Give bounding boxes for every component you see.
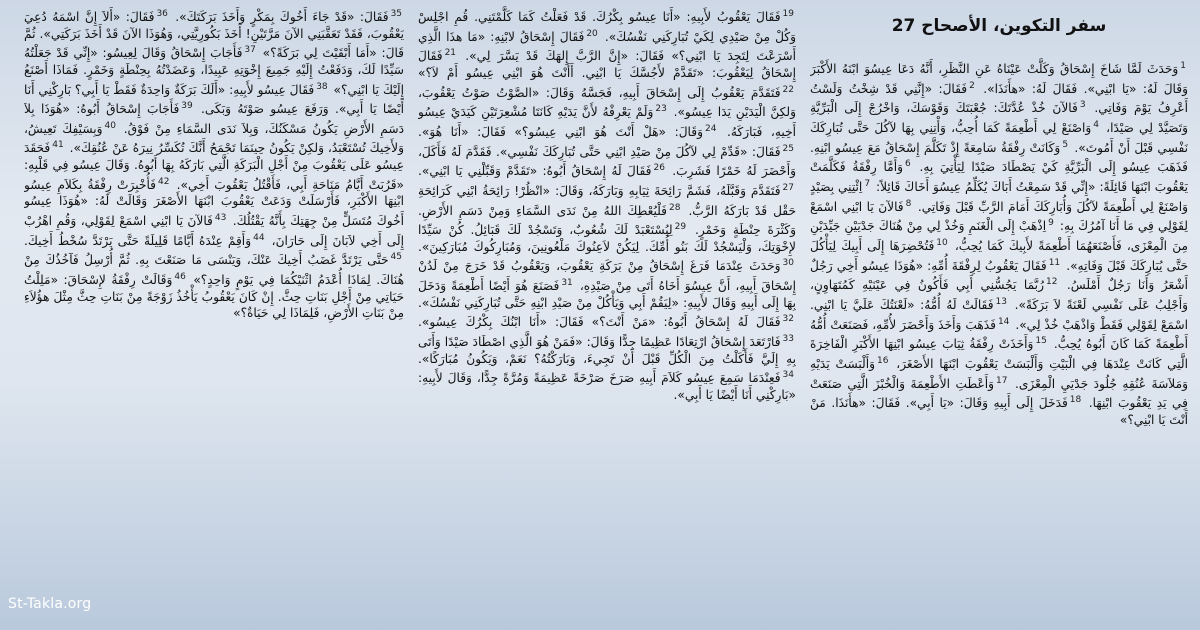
text-column-left <box>24 6 404 622</box>
verse-text: وَقَالَ: «هَلْ أَنْتَ هُوَ ابْنِي عِيسُو؟» فَقَالَ: «أَنَا هُوَ». <box>418 124 703 139</box>
verse-number: 33 <box>782 333 794 344</box>
verse-text: رُبَّمَا يَجُسُّنِي أَبِي فَأَكُونُ فِي عَيْنَيْهِ كَمُتَهَاوِنٍ، وَأَجْلِبُ عَلَى نَفْسِي لَعْنَةً لاَ بَرَكَةً». <box>810 278 1188 312</box>
verse-text: فَقَالَتْ لَهُ أُمُّهُ: «لَعْنَتُكَ عَلَيَّ يَا ابْنِي. اسْمَعْ لِقَوْلِي فَقَطْ وَاذْهَبْ خُذْ لِي». <box>810 297 1188 332</box>
verse-number: 23 <box>655 104 667 115</box>
verse-text: فَتَقَدَّمَ وَقَبَّلَهُ، فَشَمَّ رَائِحَةَ ثِيَابِهِ وَبَارَكَهُ، وَقَالَ: «انْظُرْ! رَائِحَةُ ابْنِي كَرَائِحَةِ حَقْل قَدْ بَارَكَهُ الرَّبُّ. <box>418 183 796 218</box>
verse-text: لِيُسْتَعْبَدْ لَكَ شُعُوبٌ، وَتَسْجُدْ لَكَ قَبَائِلُ. كُنْ سَيِّدًا لإِخْوَتِكَ، وَلْيَسْجُدْ لَكَ بَنُو أُمِّكَ. لِيَكُنْ لاَعِنُوكَ مَلْعُونِينَ، وَمُبَارِكُوكَ مُبَارَكِينَ». <box>418 223 796 254</box>
text-column-right <box>810 6 1188 622</box>
verse-text: فَلْيُعْطِكَ اللهُ مِنْ نَدَى السَّمَاءِ وَمِنْ دَسَمِ الأَرْضِ. وَكَثْرَةَ حِنْطَةٍ وَخَمْرٍ. <box>418 203 796 238</box>
verse-number: 45 <box>390 252 402 263</box>
verse-number: 37 <box>244 45 256 56</box>
verse-number: 12 <box>1045 277 1058 288</box>
verse-number: 11 <box>1048 257 1061 268</box>
text-column-middle <box>418 6 796 622</box>
verse-number: 31 <box>561 278 573 289</box>
verse-text: فَأُخْبِرَتْ رِفْقَةُ بِكَلاَمِ عِيسُو ابْنِهَا الأَكْبَرِ، فَأَرْسَلَتْ وَدَعَتْ يَعْقُوبَ ابْنَهَا الأَصْغَرَ وَقَالَتْ لَهُ: «هُوَذَا عِيسُو أَخُوكَ مُتَسَلٍّ مِنْ جِهَتِكَ بِأَنَّهُ يَقْتُلُكَ. <box>24 177 404 229</box>
verse-text: فَقَالَ: «قَدْ جَاءَ أَخُوكَ بِمَكْرٍ وَأَخَذَ بَرَكَتَكَ». <box>169 10 389 25</box>
verse-number: 20 <box>586 28 598 39</box>
verse-number: 42 <box>158 176 170 187</box>
verse-text: حَتَّى يَرْتَدَّ غَضَبُ أَخِيكَ عَنْكَ، وَيَنْسَى مَا صَنَعْتَ بِهِ. ثُمَّ أُرْسِلُ فَآخُذُكَ مِنْ هُنَاكَ. لِمَاذَا أُعْدَمُ اثْنَيْكُمَا فِي يَوْمٍ وَاحِدٍ؟» <box>24 253 404 287</box>
verse-text: فَارْتَعَدَ إِسْحَاقُ ارْتِعَادًا عَظِيمًا جِدًّا وَقَالَ: «فَمَنْ هُوَ الَّذِي اصْطَادَ صَيْدًا وَأَتَى بِهِ إِلَيَّ فَأَكَلْتُ مِنَ الْكُلِّ قَبْلَ أَنْ تَجِيءَ، وَبَارَكْتُهُ؟ نَعَمْ، وَيَكُونُ مُبَارَكًا». <box>418 335 796 366</box>
verse-number: 17 <box>996 375 1008 386</box>
verse-number: 10 <box>936 237 948 248</box>
verse-text: وَأَخَذَتْ رِفْقَةُ ثِيَابَ عِيسُو ابْنِهَا الأَكْبَرِ الْفَاخِرَةَ الَّتِي كَانَتْ عِنْدَهَا فِي الْبَيْتِ وَأَلْبَسَتْ يَعْقُوبَ ابْنَهَا الأَصْغَرَ، <box>810 337 1188 371</box>
verse-text: اِذْهَبْ إِلَى الْغَنَمِ وَخُذْ لِي مِنْ هُنَاكَ جَدْيَيْنِ جَيِّدَيْنِ مِنَ الْمِعْزَى، فَأَصْنَعَهُمَا أَطْعِمَةً لأَبِيكَ كَمَا يُحِبُّ، <box>810 219 1188 253</box>
verse-number: 40 <box>104 120 116 131</box>
verse-text: فَقَالَ يَعْقُوبُ لأَبِيهِ: «أَنَا عِيسُو بِكْرُكَ. قَدْ فَعَلْتُ كَمَا كَلَّمْتَنِي. قُمِ اجْلِسْ وَكُلْ مِنْ صَيْدِي لِكَيْ تُبَارِكَنِي نَفْسُكَ». <box>418 10 796 44</box>
verse-number: 5 <box>1062 139 1069 150</box>
verse-number: 29 <box>674 222 687 233</box>
verse-text: فَتُحْضِرَهَا إِلَى أَبِيكَ لِيَأْكُلَ حَتَّى يُبَارِكَكَ قَبْلَ وَفَاتِهِ». <box>810 238 1188 273</box>
column-body <box>24 6 404 322</box>
verse-text: فَقَالَ: «أَلاَ إِنَّ اسْمَهُ دُعِيَ يَعْقُوبَ، فَقَدْ تَعَقَّبَنِي الآنَ مَرَّتَيْنِ! أَخَذَ بَكُورِيَّتِي، وَهُوَذَا الآنَ قَدْ أَخَذَ بَرَكَتِي». ثُمَّ قَالَ: «أَمَا أَبْقَيْتَ لِي بَرَكَةً؟» <box>24 10 404 61</box>
verse-number: 13 <box>995 296 1007 307</box>
verse-number: 6 <box>904 159 911 170</box>
verse-text: فَقَالَ إِسْحَاقُ لابْنِهِ: «مَا هذَا الَّذِي أَسْرَعْتَ لِتَجِدَ يَا ابْنِي؟» فَقَالَ: «إِنَّ الرَّبَّ إِلهَكَ قَدْ يَسَّرَ لِي». <box>418 29 796 64</box>
verse-number: 34 <box>782 370 794 381</box>
verse-number: 35 <box>390 9 403 19</box>
verse-text: فَتَقَدَّمَ يَعْقُوبُ إِلَى إِسْحَاقَ أَبِيهِ، فَجَسَّهُ وَقَالَ: «الصَّوْتُ صَوْتُ يَعْقُوبَ، وَلكِنَّ الْيَدَيْنِ يَدَا عِيسُو». <box>418 85 796 120</box>
verse-text: وَأَلْبَسَتْ يَدَيْهِ وَمَلاَسَةَ عُنُقِهِ جُلُودَ جَدْيَيِ الْمِعْزَى. <box>810 356 1188 391</box>
verse-number: 28 <box>669 202 681 213</box>
verse-number: 18 <box>1069 395 1082 406</box>
verse-number: 32 <box>782 314 794 325</box>
verse-number: 21 <box>444 48 457 59</box>
verse-text: فَأَجَابَ إِسْحَاقُ أَبُوهُ: «هُوَذَا بِلاَ دَسَمِ الأَرْضِ يَكُونُ مَسْكَنُكَ، وَبِلاَ نَدَى السَّمَاءِ مِنْ فَوْقُ. <box>24 102 404 136</box>
verse-number: 14 <box>997 316 1010 327</box>
verse-number: 24 <box>704 123 717 134</box>
verse-text: فَالآنَ خُذْ عُدَّتَكَ: جُعْبَتَكَ وَقَوْسَكَ، وَاخْرُجْ إِلَى الْبَرِّيَّةِ وَتَصَيَّدْ لِي صَيْدًا، <box>810 101 1188 136</box>
verse-text: فَقَالَ عِيسُو لأَبِيهِ: «أَلَكَ بَرَكَةٌ وَاحِدَةٌ فَقَطْ يَا أَبِي؟ بَارِكْنِي أَنَا أَيْضًا يَا أَبِي». وَرَفَعَ عِيسُو صَوْتَهُ وَبَكَى. <box>24 82 404 117</box>
verse-text: وَأَقِمْ عِنْدَهُ أَيَّامًا قَلِيلَةً حَتَّى يَرْتَدَّ سُخْطُ أَخِيكَ. <box>24 233 252 248</box>
verse-text: وَاصْنَعْ لِي أَطْعِمَةً كَمَا أُحِبُّ، وَأْتِنِي بِهَا لآكُلَ حَتَّى تُبَارِكَكَ نَفْسِي قَبْلَ أَنْ أَمُوتَ». <box>810 121 1188 155</box>
verse-number: 43 <box>214 212 227 223</box>
verse-number: 2 <box>969 80 975 91</box>
verse-text: فَعِنْدَمَا سَمِعَ عِيسُو كَلاَمَ أَبِيهِ صَرَخَ صَرْخَةً عَظِيمَةً وَمُرَّةً جِدًّا، وَقَالَ لأَبِيهِ: «بَارِكْنِي أَنَا أَيْضًا يَا أَبِي». <box>418 371 796 402</box>
verse-number: 3 <box>1079 100 1086 111</box>
verse-number: 8 <box>905 198 912 209</box>
verse-text: وَبِسَيْفِكَ تَعِيشُ، وَلأَخِيكَ تُسْتَعْبَدُ، وَلكِنْ يَكُونُ حِينَمَا تَجْمَحُ أَنَّكَ تُكَسِّرُ نِيرَهُ عَنْ عُنُقِكَ». <box>24 121 404 156</box>
verse-text: فَحَقَدَ عِيسُو عَلَى يَعْقُوبَ مِنْ أَجْلِ الْبَرَكَةِ الَّتِي بَارَكَهُ بِهَا أَبُوهُ. وَقَالَ عِيسُو فِي قَلْبِهِ: «قَرُبَتْ أَيَّامُ مَنَاحَةِ أَبِي، فَأَقْتُلُ يَعْقُوبَ أَخِي». <box>24 141 404 192</box>
verse-number: 9 <box>1048 218 1054 229</box>
verse-text: وَأَمَّا رِفْقَةُ فَكَلَّمَتْ يَعْقُوبَ ابْنَهَا قَائِلَةً: «إِنِّي قَدْ سَمِعْتُ أَبَاكَ يُكَلِّمُ عِيسُوَ أَخَاكَ قَائِلاً: <box>810 160 1188 194</box>
verse-text: فَقَالَ لَهُ إِسْحَاقُ أَبُوهُ: «مَنْ أَنْتَ؟» فَقَالَ: «أَنَا ابْنُكَ بِكْرُكَ عِيسُو». <box>418 315 781 330</box>
verse-number: 41 <box>52 140 64 151</box>
site-watermark: St-Takla.org <box>8 596 92 612</box>
verse-number: 26 <box>653 163 665 174</box>
verse-number: 30 <box>782 258 794 269</box>
verse-number: 46 <box>174 271 186 282</box>
verse-number: 25 <box>782 143 794 154</box>
verse-text: وَلَمْ يَعْرِفْهُ لأَنَّ يَدَيْهِ كَانَتَا مُشْعِرَتَيْنِ كَيَدَيْ عِيسُو أَخِيهِ، فَبَارَكَهُ. <box>418 105 796 139</box>
verse-number: 4 <box>1093 119 1099 130</box>
verse-number: 15 <box>1035 336 1047 347</box>
verse-number: 16 <box>877 355 889 366</box>
verse-text: فَذَهَبَ وَأَخَذَ وَأَحْضَرَ لأُمِّهِ، فَصَنَعَتْ أُمُّهُ أَطْعِمَةً كَمَا كَانَ أَبُوهُ يُحِبُّ. <box>810 317 1188 352</box>
verse-number: 44 <box>253 232 265 243</box>
verse-text: اِئْتِنِي بِصَيْدٍ وَاصْنَعْ لِي أَطْعِمَةً لآكُلَ وَأُبَارِكَكَ أَمَامَ الرَّبِّ قَبْلَ وَفَاتِي. <box>810 180 1188 214</box>
verse-text: فَقَالَ يَعْقُوبُ لِرِفْقَةَ أُمِّهِ: «هُوَذَا عِيسُو أَخِي رَجُلٌ أَشْعَرُ وَأَنَا رَجُلٌ أَمْلَسُ. <box>810 258 1188 293</box>
verse-text: فَأَجَابَ إِسْحَاقُ وَقَالَ لِعِيسُو: «إِنِّي قَدْ جَعَلْتُهُ سَيِّدًا لَكَ، وَدَفَعْتُ إِلَيْهِ جَمِيعَ إِخْوَتِهِ عَبِيدًا، وَعَضَدْتُهُ بِحِنْطَةٍ وَخَمْرٍ. فَمَاذَا أَصْنَعُ إِلَيْكَ يَا ابْنِي؟» <box>24 46 404 97</box>
verse-text: فَقَالَ: «إِنَّنِي قَدْ شِخْتُ وَلَسْتُ أَعْرِفُ يَوْمَ وَفَاتِي. <box>810 81 1188 116</box>
verse-number: 36 <box>156 9 168 19</box>
column-body <box>418 6 796 403</box>
verse-number: 1 <box>1180 61 1186 71</box>
verse-text: فَصَنَعَ هُوَ أَيْضًا أَطْعِمَةً وَدَخَلَ بِهَا إِلَى أَبِيهِ وَقَالَ لأَبِيهِ: «لِيَقُمْ أَبِي وَيَأْكُلْ مِنْ صَيْدِ ابْنِهِ حَتَّى تُبَارِكَنِي نَفْسُكَ». <box>418 279 796 310</box>
chapter-title: سفر التكوين، الأصحاح 27 <box>891 16 1107 36</box>
verse-text: وَأَعْطَتِ الأَطْعِمَةَ وَالْخُبْزَ الَّتِي صَنَعَتْ فِي يَدِ يَعْقُوبَ ابْنِهَا. <box>810 376 1188 411</box>
verse-text: فَقَالَ لَهُ إِسْحَاقُ أَبُوهُ: «تَقَدَّمْ وَقَبِّلْنِي يَا ابْنِي». <box>418 164 652 179</box>
verse-number: 22 <box>782 84 794 95</box>
verse-text: فَالآنَ يَا ابْنِي اسْمَعْ لِقَوْلِي فِي مَا أَنَا آمُرُكَ بِهِ: <box>810 199 1188 234</box>
verse-number: 19 <box>782 9 794 19</box>
verse-number: 27 <box>782 182 794 193</box>
column-body <box>810 58 1188 428</box>
verse-text: فَدَخَلَ إِلَى أَبِيهِ وَقَالَ: «يَا أَبِي». فَقَالَ: «هأَنَذَا. مَنْ أَنْتَ يَا ابْنِي؟» <box>810 396 1188 427</box>
verse-number: 39 <box>181 101 193 112</box>
verse-text: فَالآنَ يَا ابْنِي اسْمَعْ لِقَوْلِي، وَقُمِ اهْرُبْ إِلَى أَخِي لاَبَانَ إِلَى حَارَانَ، <box>24 214 404 248</box>
verse-text: وَحَدَثَ لَمَّا شَاخَ إِسْحَاقُ وَكَلَّتْ عَيْنَاهُ عَنِ النَّظَرِ، أَنَّهُ دَعَا عِيسُوَ ابْنَهُ الأَكْبَرَ وَقَالَ لَهُ: «يَا ابْنِي». فَقَالَ لَهُ: «هأَنَذَا». <box>810 62 1188 96</box>
verse-number: 7 <box>864 178 871 189</box>
verse-number: 38 <box>316 81 328 92</box>
verse-text: وَكَانَتْ رِفْقَةُ سَامِعَةً إِذْ تَكَلَّمَ إِسْحَاقُ مَعَ عِيسُو ابْنِهِ. فَذَهَبَ عِيسُو إِلَى الْبَرِّيَّةِ كَيْ يَصْطَادَ صَيْدًا لِيَأْتِيَ بِهِ. <box>810 140 1188 175</box>
verse-text: فَقَالَ: «قَدِّمْ لِي لآكُلَ مِنْ صَيْدِ ابْنِي حَتَّى تُبَارِكَكَ نَفْسِي». فَقَدَّمَ لَهُ فَأَكَلَ، وَأَحْضَرَ لَهُ خَمْرًا فَشَرِبَ. <box>418 144 796 179</box>
verse-text: وَحَدَثَ عِنْدَمَا فَرَغَ إِسْحَاقُ مِنْ بَرَكَةِ يَعْقُوبَ، وَيَعْقُوبُ قَدْ خَرَجَ مِنْ لَدُنْ إِسْحَاقَ أَبِيهِ، أَنَّ عِيسُوَ أَخَاهُ أَتَى مِنْ صَيْدِهِ، <box>418 259 796 294</box>
verse-text: فَقَالَ إِسْحَاقُ لِيَعْقُوبَ: «تَقَدَّمْ لأَجُسَّكَ يَا ابْنِي. أَأَنْتَ هُوَ ابْنِي عِيسُو أَمْ لاَ؟» <box>418 49 796 80</box>
verse-text: وَقَالَتْ رِفْقَةُ لإِسْحَاقَ: «مَلِلْتُ حَيَاتِي مِنْ أَجْلِ بَنَاتِ حِثَّ. إِنْ كَانَ يَعْقُوبُ يَأْخُذُ زَوْجَةً مِنْ بَنَاتِ حِثَّ مِثْلَ هؤُلاَءِ مِنْ بَنَاتِ الأَرْضِ، فَلِمَاذَا لِي حَيَاةٌ؟» <box>24 273 404 321</box>
